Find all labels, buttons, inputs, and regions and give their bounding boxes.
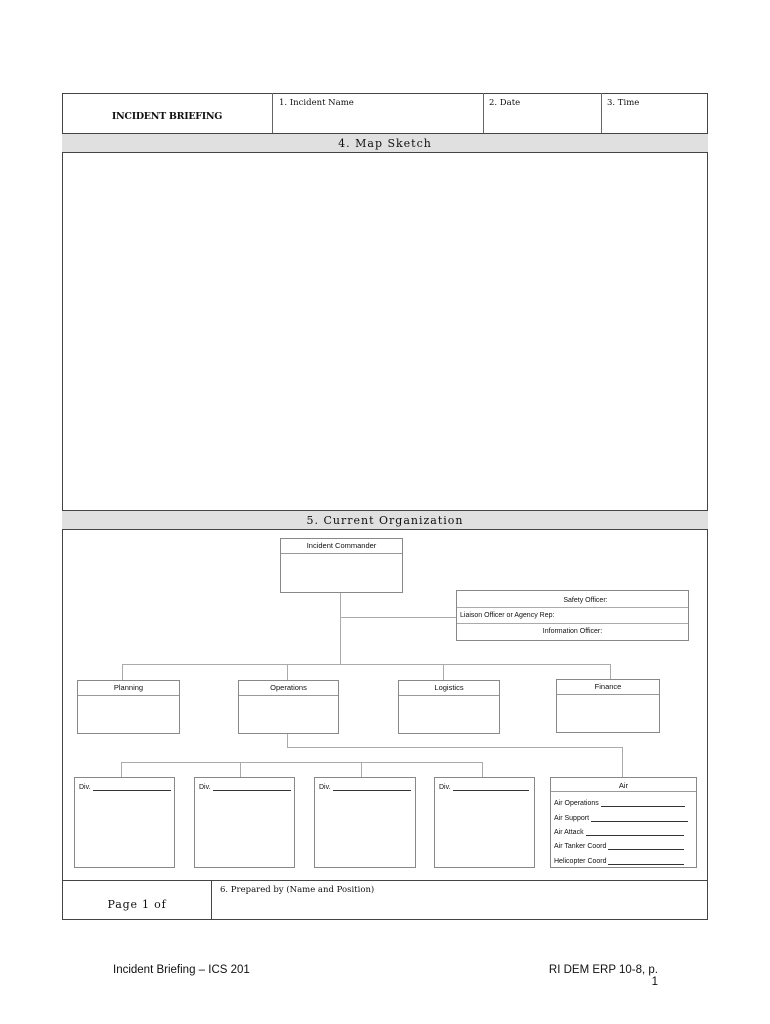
air-drop [622,747,623,777]
general-staff-connector [122,664,610,665]
operations-box[interactable] [238,680,339,734]
div3-drop [361,762,362,777]
division-name-field[interactable] [333,782,411,791]
ic-vertical-connector [340,593,341,664]
information-officer-row[interactable] [457,624,688,640]
air-row-field[interactable] [586,827,684,836]
air-operations-row[interactable] [554,798,685,807]
air-tanker-coord-row[interactable] [554,841,684,850]
division-box-2[interactable] [194,777,295,868]
operations-branch-horizontal [287,747,623,748]
incident-name-field[interactable] [275,110,480,130]
operations-label: Operations [239,681,338,696]
planning-drop [122,664,123,680]
division-name-field[interactable] [453,782,529,791]
air-row-label: Air Operations [554,800,599,807]
div2-drop [240,762,241,777]
division-label: Div. [319,784,331,791]
logistics-drop [443,664,444,680]
division-label: Div. [79,784,91,791]
air-label: Air [551,778,696,792]
finance-label: Finance [557,680,659,695]
time-label: 3. Time [607,98,640,108]
air-row-label: Air Tanker Coord [554,843,607,850]
division-name-field[interactable] [93,782,171,791]
division-label: Div. [439,784,451,791]
operations-branch-vertical [287,734,288,747]
time-field[interactable] [604,110,704,130]
map-sketch-header: 4. Map Sketch [62,133,708,153]
safety-officer-label: Safety Officer: [563,597,608,604]
air-support-row[interactable] [554,813,688,822]
map-sketch-area[interactable] [63,154,707,510]
header-divider-2 [483,93,484,133]
division-box-3[interactable] [314,777,416,868]
division-box-1[interactable] [74,777,175,868]
finance-drop [610,664,611,679]
air-row-label: Air Attack [554,829,584,836]
footer-row-divider [62,880,708,881]
air-row-field[interactable] [608,841,684,850]
air-box [550,777,697,868]
air-row-field[interactable] [591,813,688,822]
prepared-by-field[interactable] [215,897,705,917]
planning-box[interactable] [77,680,180,734]
liaison-officer-row[interactable] [457,608,688,624]
form-title: INCIDENT BRIEFING [111,111,223,122]
helicopter-coord-row[interactable] [554,856,684,865]
current-organization-header: 5. Current Organization [62,510,708,530]
air-row-field[interactable] [608,856,684,865]
air-row-label: Helicopter Coord [554,858,607,865]
air-attack-row[interactable] [554,827,684,836]
division-label: Div. [199,784,211,791]
prepared-by-label: 6. Prepared by (Name and Position) [220,885,375,895]
incident-commander-box[interactable] [280,538,403,593]
finance-box[interactable] [556,679,660,733]
command-staff-connector [340,617,457,618]
header-divider-1 [272,93,273,133]
page-number-label: Page 1 of [107,898,167,911]
planning-label: Planning [78,681,179,696]
date-label: 2. Date [489,98,521,108]
div4-drop [482,762,483,777]
command-staff-box [456,590,689,641]
logistics-label: Logistics [399,681,499,696]
date-field[interactable] [486,110,598,130]
liaison-officer-label: Liaison Officer or Agency Rep: [460,612,555,619]
div1-drop [121,762,122,777]
division-box-4[interactable] [434,777,535,868]
information-officer-label: Information Officer: [542,628,603,635]
air-row-label: Air Support [554,815,590,822]
divisions-connector [121,762,483,763]
air-row-field[interactable] [601,798,685,807]
header-divider-3 [601,93,602,133]
operations-drop [287,664,288,680]
page-footer-right: RI DEM ERP 10-8, p. 1 [548,964,658,988]
logistics-box[interactable] [398,680,500,734]
division-name-field[interactable] [213,782,291,791]
incident-commander-label: Incident Commander [281,539,402,554]
incident-name-label: 1. Incident Name [279,98,354,108]
safety-officer-row[interactable] [457,593,688,608]
page-footer-left: Incident Briefing – ICS 201 [113,964,250,976]
